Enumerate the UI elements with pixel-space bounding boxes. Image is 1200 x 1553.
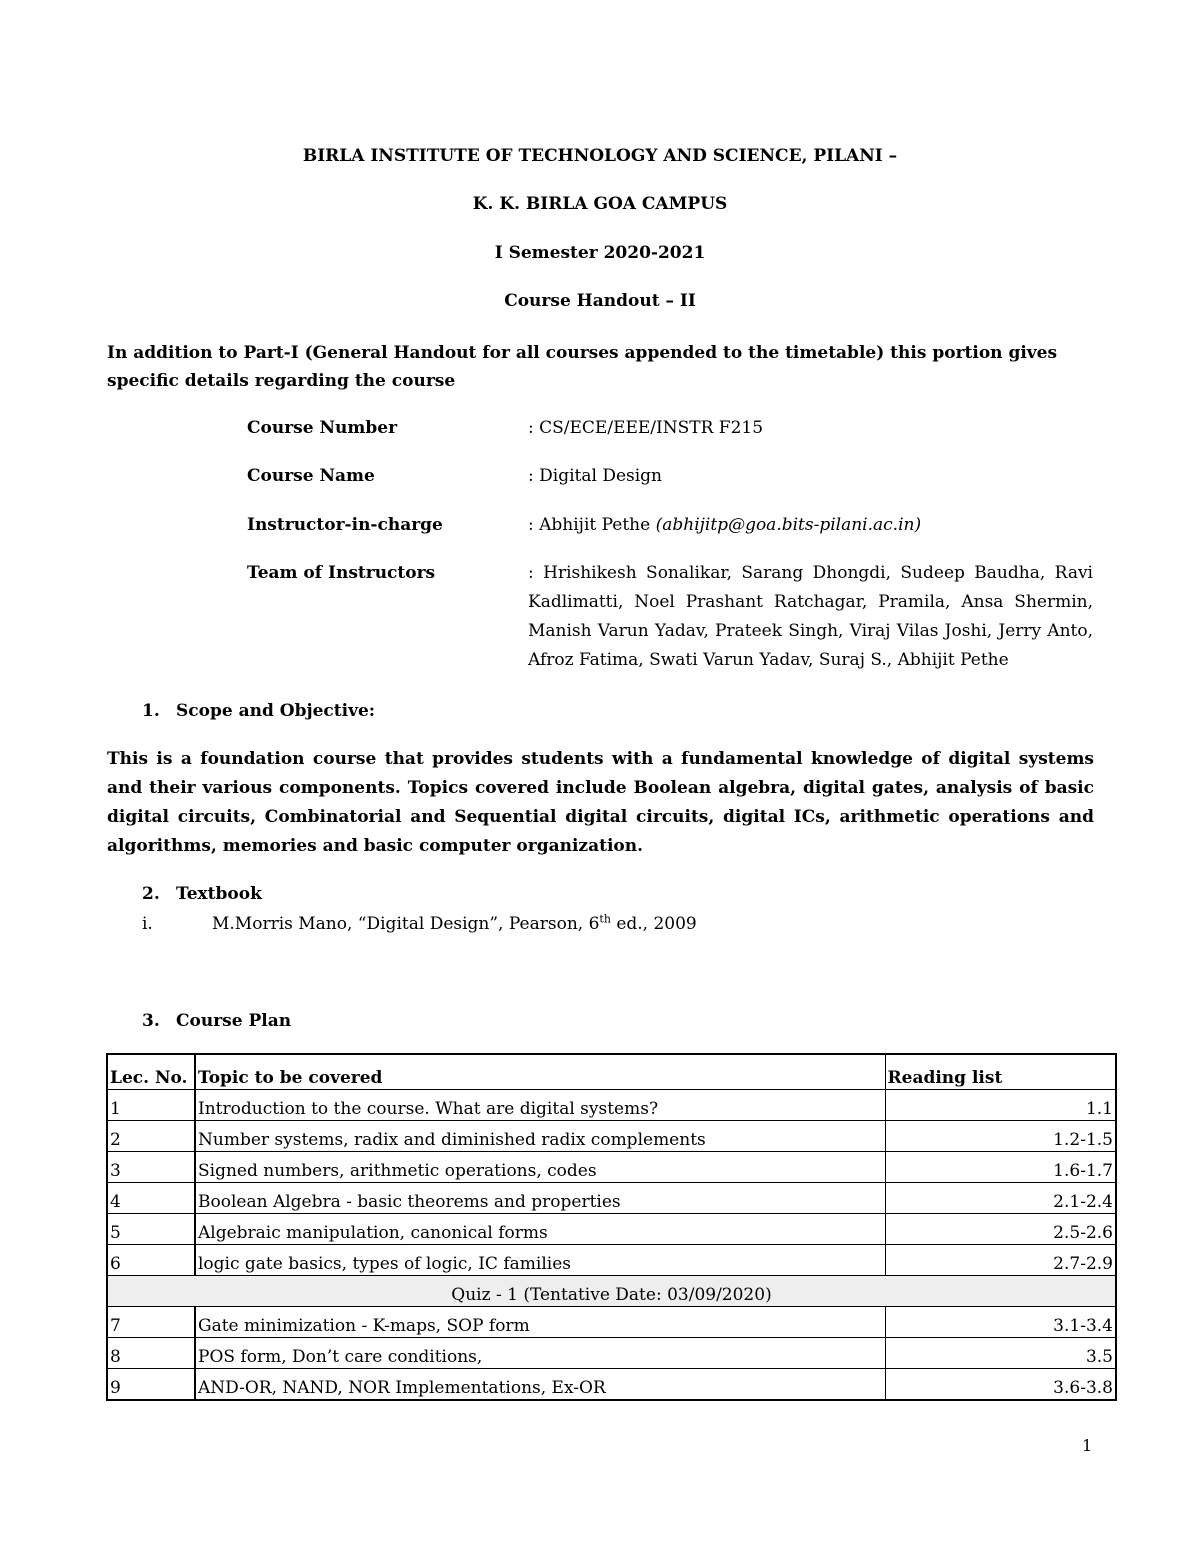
- textbook-sup: th: [599, 912, 611, 926]
- topic-cell: Introduction to the course. What are digital systems?: [195, 1090, 885, 1121]
- course-name-label: Course Name: [247, 466, 375, 486]
- instructor-name: : Abhijit Pethe: [528, 515, 651, 535]
- reading-cell: 3.1-3.4: [885, 1307, 1116, 1338]
- lec-no-cell: 8: [107, 1338, 195, 1369]
- team-label: Team of Instructors: [247, 563, 436, 583]
- lec-no-cell: 5: [107, 1214, 195, 1245]
- table-row: [107, 1121, 1116, 1152]
- topic-cell: POS form, Don’t care conditions,: [195, 1338, 885, 1369]
- textbook-item: [142, 912, 942, 936]
- reading-cell: 1.1: [885, 1090, 1116, 1121]
- semester-title: I Semester 2020-2021: [494, 243, 706, 263]
- table-row: [107, 1245, 1116, 1276]
- reading-cell: 1.6-1.7: [885, 1152, 1116, 1183]
- section-plan-number: 3.: [142, 1011, 160, 1031]
- topic-cell: logic gate basics, types of logic, IC families: [195, 1245, 885, 1276]
- topic-cell: Boolean Algebra - basic theorems and properties: [195, 1183, 885, 1214]
- scope-paragraph: This is a foundation course that provides students with a fundamental knowledge of digital systems and their various components. Topics covered include Boolean algebra, digital gates, analysis of basic digital circuits, Combinatorial and Sequential digital circuits, digital ICs, arithmetic operations and algorithms, memories and basic computer organization.: [107, 749, 1094, 856]
- reading-cell: 3.6-3.8: [885, 1369, 1116, 1401]
- lec-no-cell: 7: [107, 1307, 195, 1338]
- table-header-row: [107, 1054, 1116, 1090]
- reading-cell: 1.2-1.5: [885, 1121, 1116, 1152]
- textbook-roman: i.: [142, 914, 153, 934]
- topic-cell: AND-OR, NAND, NOR Implementations, Ex-OR: [195, 1369, 885, 1401]
- course-name-value: : Digital Design: [528, 466, 663, 486]
- reading-cell: 2.7-2.9: [885, 1245, 1116, 1276]
- table-row: [107, 1214, 1116, 1245]
- instructor-email: (abhijitp@goa.bits-pilani.ac.in): [655, 515, 922, 535]
- reading-cell: 2.1-2.4: [885, 1183, 1116, 1214]
- section-scope-heading: [142, 700, 375, 722]
- handout-title: Course Handout – II: [504, 291, 696, 311]
- reading-cell: 3.5: [885, 1338, 1116, 1369]
- table-row: [107, 1307, 1116, 1338]
- institute-title: BIRLA INSTITUTE OF TECHNOLOGY AND SCIENCE, PILANI –: [302, 146, 898, 166]
- lec-no-cell: 9: [107, 1369, 195, 1401]
- table-row: [107, 1183, 1116, 1214]
- lec-no-cell: 4: [107, 1183, 195, 1214]
- topic-cell: Gate minimization - K-maps, SOP form: [195, 1307, 885, 1338]
- course-number-label: Course Number: [247, 418, 398, 438]
- section-textbook-heading: [142, 883, 262, 905]
- topic-cell: Algebraic manipulation, canonical forms: [195, 1214, 885, 1245]
- section-plan-title: Course Plan: [176, 1011, 292, 1031]
- lec-no-cell: 6: [107, 1245, 195, 1276]
- reading-cell: 2.5-2.6: [885, 1214, 1116, 1245]
- table-row: [107, 1369, 1116, 1401]
- quiz-cell: Quiz - 1 (Tentative Date: 03/09/2020): [107, 1276, 1116, 1307]
- topic-cell: Number systems, radix and diminished radix complements: [195, 1121, 885, 1152]
- section-textbook-title: Textbook: [176, 884, 262, 904]
- instructor-label: Instructor-in-charge: [247, 515, 443, 535]
- team-value: : Hrishikesh Sonalikar, Sarang Dhongdi, Sudeep Baudha, Ravi Kadlimatti, Noel Prashant Ratchagar, Pramila, Ansa Shermin, Manish Varun Yadav, Prateek Singh, Viraj Vilas Joshi, Jerry Anto, Afroz Fatima, Swati Varun Yadav, Suraj S., Abhijit Pethe: [528, 563, 1093, 670]
- textbook-text-after: ed., 2009: [610, 914, 697, 934]
- campus-title: K. K. BIRLA GOA CAMPUS: [472, 194, 728, 214]
- section-scope-number: 1.: [142, 701, 160, 721]
- instructor-value-wrap: [528, 511, 1093, 540]
- course-plan-table: [106, 1053, 1117, 1401]
- header-topic: Topic to be covered: [195, 1054, 885, 1090]
- textbook-text-before: M.Morris Mano, “Digital Design”, Pearson, 6: [212, 914, 600, 934]
- header-lec-no: Lec. No.: [107, 1054, 195, 1090]
- section-textbook-number: 2.: [142, 884, 160, 904]
- intro-paragraph: In addition to Part-I (General Handout for all courses appended to the timetable) this portion gives specific details regarding the course: [107, 343, 1058, 391]
- section-scope-title: Scope and Objective:: [176, 701, 376, 721]
- header-reading: Reading list: [885, 1054, 1116, 1090]
- table-row: [107, 1090, 1116, 1121]
- topic-cell: Signed numbers, arithmetic operations, codes: [195, 1152, 885, 1183]
- course-number-value: : CS/ECE/EEE/INSTR F215: [528, 418, 764, 438]
- table-row: [107, 1152, 1116, 1183]
- quiz-row: [107, 1276, 1116, 1307]
- lec-no-cell: 2: [107, 1121, 195, 1152]
- page-number: 1: [1082, 1436, 1093, 1455]
- lec-no-cell: 1: [107, 1090, 195, 1121]
- lec-no-cell: 3: [107, 1152, 195, 1183]
- section-plan-heading: [142, 1010, 291, 1032]
- table-row: [107, 1338, 1116, 1369]
